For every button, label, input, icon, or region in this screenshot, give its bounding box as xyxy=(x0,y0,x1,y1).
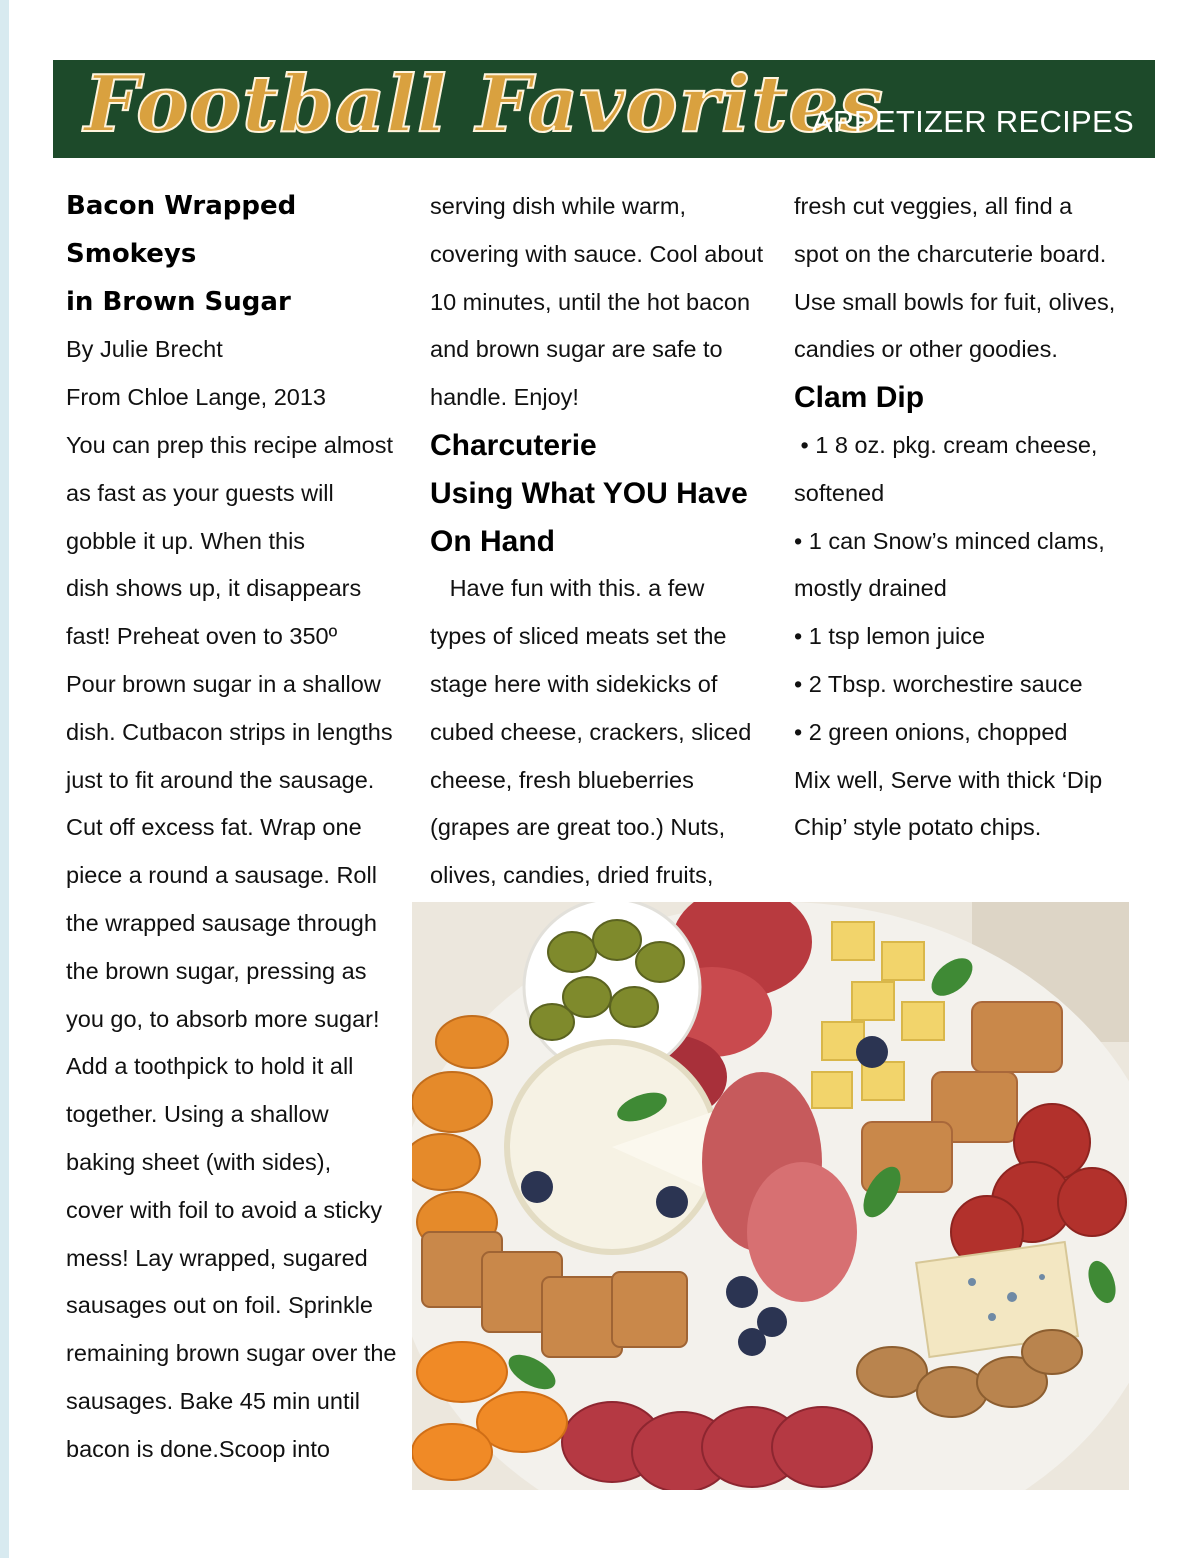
body-line: remaining brown sugar over the xyxy=(66,1340,397,1367)
body-line: types of sliced meats set the xyxy=(430,623,727,650)
body-line: serving dish while warm, xyxy=(430,193,686,219)
body-line: gobble it up. When this xyxy=(66,527,306,554)
body-line: cheese, fresh blueberries xyxy=(430,766,694,793)
body-line: baking sheet (with sides), xyxy=(66,1148,332,1175)
body-line: together. Using a shallow xyxy=(66,1101,329,1128)
body-line: You can prep this recipe almost xyxy=(66,431,394,458)
body-line: candies or other goodies. xyxy=(794,336,1058,363)
ingredient-line: • 1 can Snow’s minced clams, xyxy=(794,527,1105,554)
body-line: sausages out on foil. Sprinkle xyxy=(66,1292,373,1319)
body-line: and brown sugar are safe to xyxy=(430,336,723,363)
body-line: olives, candies, dried fruits, xyxy=(430,862,714,889)
body-line: cover with foil to avoid a sticky xyxy=(66,1196,383,1223)
source-line: From Chloe Lange, 2013 xyxy=(66,384,326,411)
body-line: dish. Cutbacon strips in lengths xyxy=(66,718,393,745)
body-line: stage here with sidekicks of xyxy=(430,670,718,697)
ingredient-line: mostly drained xyxy=(794,575,947,602)
page-title: Football Favorites xyxy=(84,59,884,150)
body-line: fast! Preheat oven to 350º xyxy=(66,623,338,650)
body-line: 10 minutes, until the hot bacon xyxy=(430,288,751,315)
body-line: the wrapped sausage through xyxy=(66,909,377,936)
body-line: mess! Lay wrapped, sugared xyxy=(66,1244,368,1271)
recipe-heading-line: Using What YOU Have xyxy=(430,476,748,510)
body-line: dish shows up, it disappears xyxy=(66,575,362,602)
charcuterie-board-photo xyxy=(412,902,1129,1490)
body-line: Have fun with this. a few xyxy=(430,575,705,602)
body-line: Chip’ style potato chips. xyxy=(794,814,1042,841)
body-line: Cut off excess fat. Wrap one xyxy=(66,814,362,841)
body-line: cubed cheese, crackers, sliced xyxy=(430,718,752,745)
recipe-heading-line: Smokeys xyxy=(66,238,197,269)
page-edge-strip xyxy=(0,0,9,1558)
recipe-heading-line: in Brown Sugar xyxy=(66,286,291,317)
recipe-heading-line: Charcuterie xyxy=(430,428,597,462)
recipe-heading-line: Bacon Wrapped xyxy=(66,191,297,221)
body-line: bacon is done.Scoop into xyxy=(66,1435,330,1462)
ingredient-line: • 1 tsp lemon juice xyxy=(794,623,986,650)
body-line: Use small bowls for fuit, olives, xyxy=(794,288,1116,315)
column-clam-dip xyxy=(794,183,1115,852)
body-line: Mix well, Serve with thick ‘Dip xyxy=(794,766,1103,793)
body-line: handle. Enjoy! xyxy=(430,384,579,411)
body-line: the brown sugar, pressing as xyxy=(66,957,367,984)
body-line: sausages. Bake 45 min until xyxy=(66,1387,360,1414)
body-line: you go, to absorb more sugar! xyxy=(66,1005,380,1032)
recipe-heading-line: On Hand xyxy=(430,524,555,558)
column-charcuterie xyxy=(430,183,763,900)
column-bacon-smokeys xyxy=(66,183,396,1474)
body-line: as fast as your guests will xyxy=(66,479,334,506)
ingredient-line: • 2 green onions, chopped xyxy=(794,718,1068,745)
body-line: spot on the charcuterie board. xyxy=(794,240,1107,267)
body-line: piece a round a sausage. Roll xyxy=(66,862,377,889)
body-line: covering with sauce. Cool about xyxy=(430,240,764,267)
body-line: just to fit around the sausage. xyxy=(66,766,375,793)
page-subtitle: APPETIZER RECIPES xyxy=(811,104,1134,139)
body-line: (grapes are great too.) Nuts, xyxy=(430,814,726,841)
byline: By Julie Brecht xyxy=(66,336,223,363)
ingredient-line: • 1 8 oz. pkg. cream cheese, xyxy=(794,431,1098,458)
ingredient-line: • 2 Tbsp. worchestire sauce xyxy=(794,670,1083,697)
body-line: Add a toothpick to hold it all xyxy=(66,1053,354,1080)
ingredient-line: softened xyxy=(794,479,885,506)
body-line: Pour brown sugar in a shallow xyxy=(66,670,381,697)
body-line: fresh cut veggies, all find a xyxy=(794,193,1073,219)
recipe-heading: Clam Dip xyxy=(794,381,925,415)
